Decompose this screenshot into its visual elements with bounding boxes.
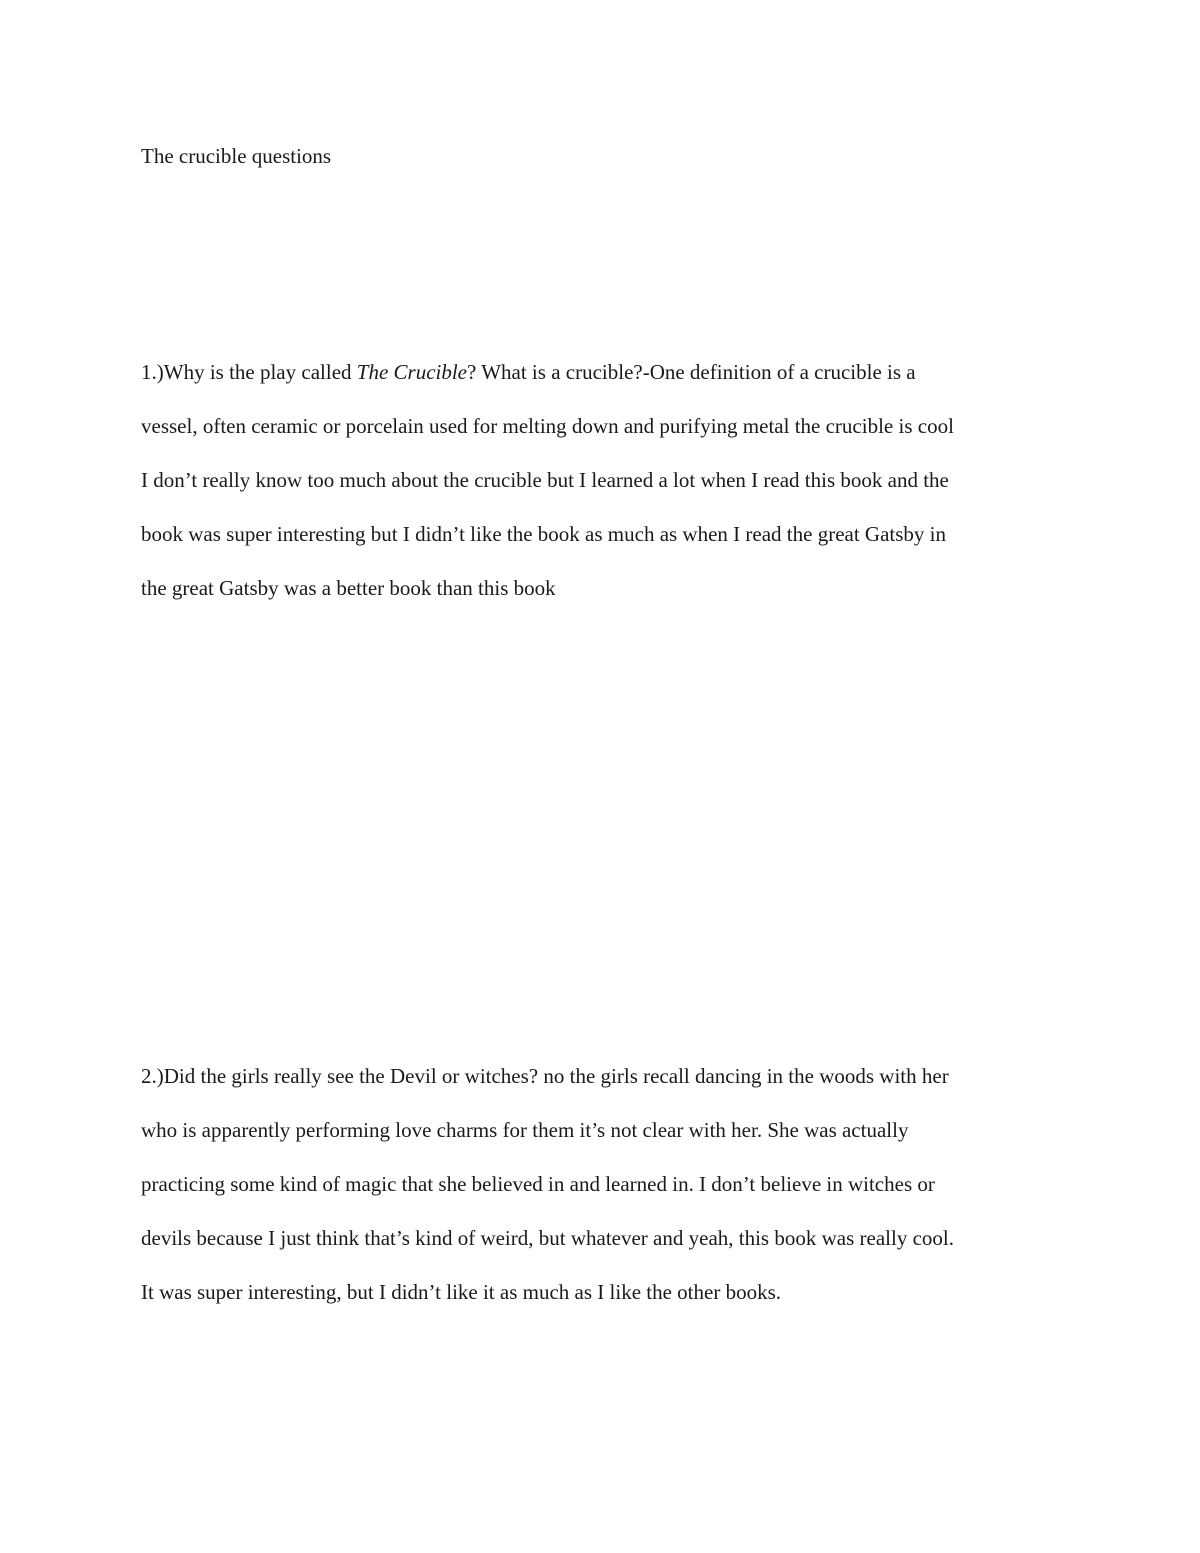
- question-2-line-5: It was super interesting, but I didn’t like it as much as I like the other books.: [141, 1280, 781, 1304]
- question-2-line-4: devils because I just think that’s kind of weird, but whatever and yeah, this book was really cool.: [141, 1226, 954, 1250]
- question-1-line-3: I don’t really know too much about the crucible but I learned a lot when I read this book and the: [141, 468, 949, 492]
- question-1-line-1: [141, 359, 1071, 413]
- question-2-line-1: 2.)Did the girls really see the Devil or witches? no the girls recall dancing in the woods with her: [141, 1064, 949, 1088]
- question-2-line-3: practicing some kind of magic that she believed in and learned in. I don’t believe in witches or: [141, 1172, 935, 1196]
- question-1-line-2: vessel, often ceramic or porcelain used for melting down and purifying metal the crucible is cool: [141, 414, 954, 438]
- question-2-line-2: who is apparently performing love charms for them it’s not clear with her. She was actually: [141, 1118, 909, 1142]
- question-1-line-4: book was super interesting but I didn’t like the book as much as when I read the great Gatsby in: [141, 522, 947, 546]
- question-2-answer: [141, 1063, 1071, 1333]
- play-title-italic: The Crucible: [356, 360, 468, 384]
- question-1-line-1-end: ? What is a crucible?-One definition of a crucible is a: [467, 360, 916, 384]
- question-1-line-5: the great Gatsby was a better book than this book: [141, 576, 556, 600]
- question-1-answer: [141, 359, 1071, 629]
- document-title: The crucible questions: [141, 144, 332, 168]
- question-1-line-1-start: 1.)Why is the play called: [141, 360, 357, 384]
